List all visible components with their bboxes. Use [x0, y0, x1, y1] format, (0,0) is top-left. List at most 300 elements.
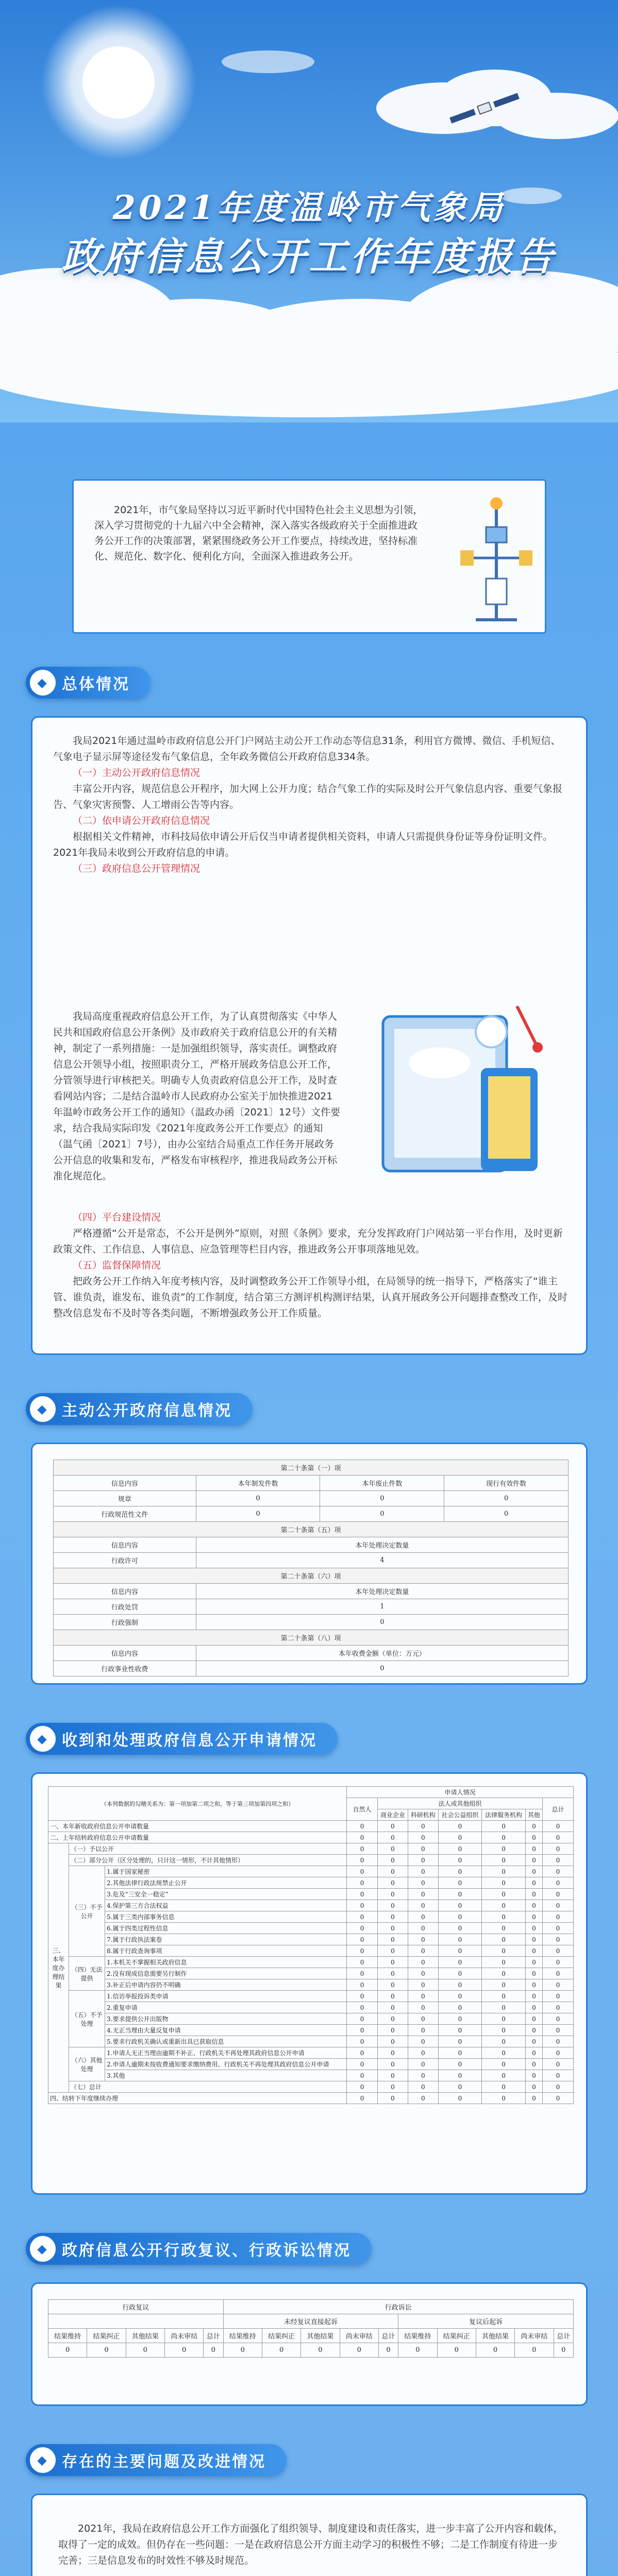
t2-cell: 0 — [543, 1877, 574, 1889]
overview-bottom — [53, 1210, 569, 1321]
t2-cell: 0 — [525, 1911, 542, 1923]
t2-cell: 0 — [347, 2070, 378, 2081]
t1-cell: 0 — [196, 1491, 320, 1506]
t2-cell: 0 — [482, 1957, 526, 1968]
t3-cell: 0 — [126, 2343, 164, 2358]
t2-side-group: （六）其他处理 — [69, 2047, 105, 2081]
t2-cell: 0 — [525, 2013, 542, 2025]
t2-cell: 0 — [438, 2025, 482, 2036]
t1-col: 信息内容 — [54, 1584, 196, 1599]
t2-row — [48, 2002, 574, 2013]
t2-row — [48, 1991, 574, 2002]
t2-cell: 0 — [543, 1991, 574, 2002]
t2-row — [48, 1843, 574, 1855]
t2-cell: 0 — [525, 2093, 542, 2104]
section-marker-icon: ◆ — [30, 2236, 56, 2262]
t2-cell: 0 — [378, 1889, 408, 1900]
t2-cell: 0 — [408, 1855, 438, 1866]
t2-group: 申请人情况 — [347, 1787, 574, 1798]
t2-cell: 0 — [408, 2070, 438, 2081]
t1-col: 本年制发件数 — [196, 1476, 320, 1491]
t2-cell: 0 — [438, 2093, 482, 2104]
t2-cell: 0 — [438, 2059, 482, 2070]
t2-cell: 0 — [378, 2013, 408, 2025]
t2-cell: 0 — [347, 1923, 378, 1934]
t2-row-label: （七）总计 — [69, 2081, 347, 2093]
t2-cell: 0 — [438, 1866, 482, 1877]
t2-cell: 0 — [438, 1991, 482, 2002]
t2-cell: 0 — [525, 1889, 542, 1900]
t2-row-label: 一、本年新收政府信息公开申请数量 — [48, 1821, 347, 1832]
t2-cell: 0 — [408, 1832, 438, 1843]
t1-col: 信息内容 — [54, 1646, 196, 1661]
t2-row-label: 3.其他 — [105, 2070, 347, 2081]
t3-col: 总计 — [554, 2329, 574, 2343]
t2-row — [48, 1855, 574, 1866]
t2-cell: 0 — [347, 2013, 378, 2025]
t2-cell: 0 — [438, 2013, 482, 2025]
t1-cell: 行政处罚 — [54, 1599, 196, 1615]
t2-row — [48, 1866, 574, 1877]
t3-col: 结果纠正 — [87, 2329, 126, 2343]
t2-cell: 0 — [408, 1911, 438, 1923]
t2-cell: 0 — [347, 2025, 378, 2036]
t2-cell: 0 — [378, 1991, 408, 2002]
t2-cell: 0 — [347, 2081, 378, 2093]
t2-row-label: 四、结转下年度继续办理 — [48, 2093, 347, 2104]
t2-cell: 0 — [438, 1877, 482, 1889]
t2-row — [48, 1900, 574, 1911]
t2-row-label: 1.本机关不掌握相关政府信息 — [105, 1957, 347, 1968]
t3-cell: 0 — [164, 2343, 203, 2358]
t2-cell: 0 — [408, 1957, 438, 1968]
t2-row-label: 1.属于国家秘密 — [105, 1866, 347, 1877]
t2-cell: 0 — [378, 1957, 408, 1968]
t2-cell: 0 — [438, 1934, 482, 1945]
t2-cell: 0 — [408, 2047, 438, 2059]
t2-cell: 0 — [543, 2081, 574, 2093]
t2-cell: 0 — [482, 1934, 526, 1945]
t2-cell: 0 — [378, 2081, 408, 2093]
t2-row — [48, 1945, 574, 1957]
t3-cell: 0 — [515, 2343, 554, 2358]
t2-cell: 0 — [525, 2036, 542, 2047]
overview-h5: （五）监督保障情况 — [73, 1260, 161, 1271]
t2-cell: 0 — [378, 2070, 408, 2081]
section-head-problems — [26, 2442, 287, 2478]
t3-col: 总计 — [204, 2329, 223, 2343]
review-box — [31, 2282, 588, 2406]
t2-cell: 0 — [347, 2002, 378, 2013]
t2-row-label: （一）予以公开 — [69, 1843, 347, 1855]
t2-cell: 0 — [482, 1945, 526, 1957]
t2-row — [48, 2047, 574, 2059]
overview-h2: （二）依申请公开政府信息情况 — [73, 815, 210, 826]
overview-h3: （三）政府信息公开管理情况 — [73, 863, 201, 874]
t2-cell: 0 — [378, 2025, 408, 2036]
t2-cell: 0 — [525, 1832, 542, 1843]
t2-cell: 0 — [543, 1968, 574, 1979]
problems-p1: 2021年，我局在政府信息公开工作方面强化了组织领导、制度建设和责任落实，进一步丰富了公开内容和载体，取得了一定的成效。但仍存在一些问题：一是在政府信息公开方面主动学习的积极性不够；二是工作制度有待进一步完善；三是信息发布的时效性不够及时规范。 — [58, 2523, 563, 2566]
t3-cell: 0 — [476, 2343, 514, 2358]
t1-cell: 规章 — [54, 1491, 196, 1506]
t2-cell: 0 — [347, 2093, 378, 2104]
t2-cell: 0 — [378, 1855, 408, 1866]
t2-cell: 0 — [438, 1900, 482, 1911]
t3-cell: 0 — [48, 2343, 87, 2358]
t2-cell: 0 — [378, 1843, 408, 1855]
t2-cell: 0 — [482, 1889, 526, 1900]
t2-cell: 0 — [408, 1843, 438, 1855]
overview-p5: 把政务公开工作纳入年度考核内容，及时调整政务公开工作领导小组，在局领导的统一指导下，严格落实了“谁主管、谁负责，谁发布、谁负责”的工作制度，结合第三方测评机构测评结果，认真开展政务公开问题排查整改工作，及时整改信息发布不及时等各类问题，不断增强政务公开工作质量。 — [53, 1276, 567, 1319]
section-title-review: 政府信息公开行政复议、行政诉讼情况 — [62, 2242, 351, 2260]
t2-cell: 0 — [408, 1900, 438, 1911]
t2-cell: 0 — [378, 1979, 408, 1991]
t2-cell: 0 — [543, 2002, 574, 2013]
t2-cell: 0 — [347, 2036, 378, 2047]
t2-cell: 0 — [543, 2047, 574, 2059]
t2-row-label: 2.没有现成信息需要另行制作 — [105, 1968, 347, 1979]
t2-cell: 0 — [378, 1923, 408, 1934]
overview-h1: （一）主动公开政府信息情况 — [73, 767, 201, 778]
t2-cell: 0 — [408, 2081, 438, 2093]
t2-cell: 0 — [525, 2002, 542, 2013]
t2-row-label: 6.属于四类过程性信息 — [105, 1923, 347, 1934]
t2-cell: 0 — [543, 2093, 574, 2104]
t2-cell: 0 — [525, 1866, 542, 1877]
t1-col: 本年处理决定数量 — [196, 1537, 568, 1553]
t2-cell: 0 — [543, 2036, 574, 2047]
t2-cell: 0 — [525, 1923, 542, 1934]
section-marker-icon: ◆ — [30, 1726, 56, 1752]
t2-cell: 0 — [543, 1911, 574, 1923]
t2-cell: 0 — [525, 1979, 542, 1991]
t2-cell: 0 — [525, 2070, 542, 2081]
t2-cell: 0 — [525, 2059, 542, 2070]
t2-cell: 0 — [347, 1821, 378, 1832]
t2-cell: 0 — [347, 1957, 378, 1968]
t1-cell: 4 — [196, 1553, 568, 1568]
t2-cell: 0 — [543, 1957, 574, 1968]
t2-cell: 0 — [438, 2047, 482, 2059]
t2-cell: 0 — [543, 1821, 574, 1832]
t2-row — [48, 2025, 574, 2036]
t2-cell: 0 — [378, 1832, 408, 1843]
t2-row-label: 1.信访举报投诉类申请 — [105, 1991, 347, 2002]
t1-col: 现行有效件数 — [444, 1476, 569, 1491]
t3-g2b: 复议后起诉 — [398, 2314, 574, 2329]
t2-cell: 0 — [525, 1855, 542, 1866]
t2-row — [48, 1832, 574, 1843]
t2-row — [48, 1934, 574, 1945]
t2-cell: 0 — [543, 1923, 574, 1934]
t2-cell: 0 — [525, 2081, 542, 2093]
t2-cell: 0 — [543, 1934, 574, 1945]
t2-cell: 0 — [482, 1979, 526, 1991]
t1-col: 本年处理决定数量 — [196, 1584, 568, 1599]
t2-cell: 0 — [438, 1945, 482, 1957]
t2-cell: 0 — [438, 1889, 482, 1900]
t2-cell: 0 — [378, 1900, 408, 1911]
t2-legal-col: 其他 — [525, 1809, 542, 1821]
t2-row — [48, 2013, 574, 2025]
section-title-overview: 总体情况 — [62, 675, 130, 693]
t2-cell: 0 — [408, 1889, 438, 1900]
document-tablet-icon — [362, 986, 558, 1192]
t2-cell: 0 — [482, 2070, 526, 2081]
requests-table — [48, 1786, 574, 2104]
t1-s2-head: 第二十条第（五）项 — [54, 1522, 569, 1537]
t3-g2a: 未经复议直接起诉 — [223, 2314, 398, 2329]
t2-cell: 0 — [347, 1979, 378, 1991]
t2-cell: 0 — [347, 1889, 378, 1900]
t2-cell: 0 — [438, 1843, 482, 1855]
t2-cell: 0 — [482, 1900, 526, 1911]
hero-banner — [0, 0, 618, 422]
section-title-requests: 收到和处理政府信息公开申请情况 — [62, 1732, 317, 1750]
section-head-overview — [26, 665, 151, 701]
t2-cell: 0 — [347, 1843, 378, 1855]
t2-cell: 0 — [438, 1832, 482, 1843]
t2-row — [48, 2070, 574, 2081]
t3-col: 结果纠正 — [437, 2329, 476, 2343]
t2-cell: 0 — [378, 2002, 408, 2013]
overview-mid — [53, 1009, 342, 1184]
section-head-requests — [26, 1721, 338, 1757]
t3-col: 结果纠正 — [262, 2329, 300, 2343]
t1-cell: 行政事业性收费 — [54, 1661, 196, 1676]
t2-row-label: 3.危及“三安全一稳定” — [105, 1889, 347, 1900]
t2-cell: 0 — [482, 1855, 526, 1866]
t2-row-label: 2.申请人逾期未按收费通知要求缴纳费用、行政机关不再处理其政府信息公开申请 — [105, 2059, 347, 2070]
proactive-table — [53, 1460, 569, 1676]
t2-row-label: 4.无正当理由大量反复申请 — [105, 2025, 347, 2036]
t2-cell: 0 — [543, 1945, 574, 1957]
t2-cell: 0 — [408, 1866, 438, 1877]
t2-cell: 0 — [378, 1911, 408, 1923]
t2-cell: 0 — [438, 2081, 482, 2093]
t2-cell: 0 — [438, 1979, 482, 1991]
t3-cell: 0 — [398, 2343, 437, 2358]
t2-row-label: 5.属于三类内部事务信息 — [105, 1911, 347, 1923]
t2-cell: 0 — [408, 1979, 438, 1991]
t2-cell: 0 — [482, 2093, 526, 2104]
t2-row — [48, 1923, 574, 1934]
t2-cell: 0 — [408, 1877, 438, 1889]
t2-cell: 0 — [347, 1968, 378, 1979]
t2-cell: 0 — [408, 2059, 438, 2070]
section-marker-icon: ◆ — [30, 670, 56, 696]
t3-blank — [48, 2314, 224, 2329]
t2-row-label: 3.补正后申请内容仍不明确 — [105, 1979, 347, 1991]
t3-cell: 0 — [87, 2343, 126, 2358]
intro-card — [72, 479, 546, 634]
t2-cell: 0 — [482, 1991, 526, 2002]
t2-cell: 0 — [408, 2093, 438, 2104]
section-head-review — [26, 2231, 372, 2267]
t3-cell: 0 — [437, 2343, 476, 2358]
t2-cell: 0 — [482, 2059, 526, 2070]
t2-cell: 0 — [525, 1821, 542, 1832]
t2-side-group: （三）不予公开 — [69, 1866, 105, 1957]
t2-row-label: 4.保护第三方合法权益 — [105, 1900, 347, 1911]
report-title-line1: 2021年度温岭市气象局 — [112, 189, 506, 227]
proactive-box — [31, 1443, 588, 1685]
t2-cell: 0 — [408, 1991, 438, 2002]
t3-col: 结果维持 — [398, 2329, 437, 2343]
t2-cell: 0 — [525, 2025, 542, 2036]
t2-cell: 0 — [543, 1979, 574, 1991]
t3-cell: 0 — [340, 2343, 378, 2358]
overview-p3: 我局高度重视政府信息公开工作，为了认真贯彻落实《中华人民共和国政府信息公开条例》及市政府关于政府信息公开的有关精神，制定了一系列措施：一是加强组织领导，落实责任。调整政府信息公开领导小组，按照职责分工，严格开展政务信息公开工作，分管领导进行审核把关。明确专人负责政府信息公开工作，及时查看网站内容；二是结合温岭市人民政府办公室关于加快推进2021年温岭市政务公开工作的通知》（温政办函〔2021〕12号）文件要求，结合我局实际印发《2021年度政务公开工作要点》的通知（温气函〔2021〕7号），由办公室结合局重点工作任务开展政务公开信息的收集和发布，严格发布审核程序，推进我局政务公开标准化规范化。 — [53, 1011, 341, 1182]
section-title-problems: 存在的主要问题及改进情况 — [62, 2453, 266, 2471]
t3-cell: 0 — [223, 2343, 262, 2358]
t1-cell: 1 — [196, 1599, 568, 1615]
t2-cell: 0 — [482, 2047, 526, 2059]
t2-cell: 0 — [408, 1934, 438, 1945]
overview-p2: 根据相关文件精神，市科技局依申请公开后仅当申请者提供相关资料，申请人只需提供身份证等身份证明文件。2021年我局未收到公开政府信息的申请。 — [53, 831, 553, 858]
t2-cell: 0 — [525, 2047, 542, 2059]
t2-cell: 0 — [543, 1866, 574, 1877]
t2-cell: 0 — [408, 2013, 438, 2025]
t1-s3-head: 第二十条第（六）项 — [54, 1568, 569, 1584]
review-table — [48, 2299, 574, 2358]
t3-col: 总计 — [378, 2329, 398, 2343]
t2-legal: 法人或其他组织 — [378, 1798, 543, 1809]
t1-cell: 行政规范性文件 — [54, 1506, 196, 1522]
t2-cell: 0 — [347, 2047, 378, 2059]
t1-cell: 0 — [196, 1615, 568, 1630]
t2-cell: 0 — [347, 1832, 378, 1843]
t2-total: 总计 — [543, 1798, 574, 1821]
t2-row — [48, 2036, 574, 2047]
t2-row — [48, 2059, 574, 2070]
t2-cell: 0 — [378, 2093, 408, 2104]
t2-legal-col: 法律服务机构 — [482, 1809, 526, 1821]
t2-cell: 0 — [543, 2013, 574, 2025]
t2-cell: 0 — [482, 1911, 526, 1923]
t2-cell: 0 — [408, 2002, 438, 2013]
t3-col: 尚未审结 — [515, 2329, 554, 2343]
t2-cell: 0 — [378, 1877, 408, 1889]
t2-cell: 0 — [378, 1821, 408, 1832]
t2-cell: 0 — [543, 2059, 574, 2070]
t2-cell: 0 — [378, 2059, 408, 2070]
t2-cell: 0 — [347, 1991, 378, 2002]
requests-box — [31, 1772, 588, 2195]
t2-cell: 0 — [378, 1945, 408, 1957]
t1-cell: 0 — [320, 1491, 444, 1506]
t2-row-label: 2.其他法律行政法规禁止公开 — [105, 1877, 347, 1889]
t3-col: 其他结果 — [126, 2329, 164, 2343]
t2-side-third: 三、本年度办理结果 — [48, 1843, 69, 2093]
t2-cell: 0 — [347, 1911, 378, 1923]
t3-cell: 0 — [378, 2343, 398, 2358]
t2-cell: 0 — [482, 2013, 526, 2025]
t2-cell: 0 — [347, 1855, 378, 1866]
t2-cell: 0 — [378, 1866, 408, 1877]
t2-row-label: 7.属于行政执法案卷 — [105, 1934, 347, 1945]
section-marker-icon: ◆ — [30, 1396, 56, 1422]
t2-side-group: （五）不予处理 — [69, 1991, 105, 2047]
t2-cell: 0 — [347, 2059, 378, 2070]
t2-natural: 自然人 — [347, 1798, 378, 1821]
t3-col: 其他结果 — [301, 2329, 340, 2343]
t2-row-label: 3.要求提供公开出版物 — [105, 2013, 347, 2025]
t2-cell: 0 — [482, 1832, 526, 1843]
t2-row-label: 5.要求行政机关确认或重新出具已获取信息 — [105, 2036, 347, 2047]
t2-cell: 0 — [438, 1911, 482, 1923]
weather-station-icon — [455, 491, 538, 625]
t2-cell: 0 — [525, 1957, 542, 1968]
t3-col: 其他结果 — [476, 2329, 514, 2343]
t2-corner: （本列数据的勾稽关系为：第一项加第二项之和，等于第三项加第四项之和） — [48, 1787, 347, 1821]
t3-cell: 0 — [301, 2343, 340, 2358]
problems-top — [58, 2521, 563, 2569]
t2-cell: 0 — [347, 1945, 378, 1957]
t2-cell: 0 — [482, 2025, 526, 2036]
t2-cell: 0 — [543, 1889, 574, 1900]
t3-cell: 0 — [554, 2343, 574, 2358]
t1-cell: 0 — [196, 1506, 320, 1522]
t2-cell: 0 — [438, 2002, 482, 2013]
t2-row-label: （二）部分公开（区分处理的，只计这一情形，不计其他情形） — [69, 1855, 347, 1866]
t2-cell: 0 — [543, 1900, 574, 1911]
t2-cell: 0 — [525, 1877, 542, 1889]
t2-cell: 0 — [347, 1877, 378, 1889]
t1-cell: 0 — [444, 1506, 569, 1522]
t2-legal-col: 科研机构 — [408, 1809, 438, 1821]
t2-cell: 0 — [378, 2047, 408, 2059]
t3-g1: 行政复议 — [48, 2300, 224, 2314]
t2-cell: 0 — [525, 1945, 542, 1957]
t2-cell: 0 — [438, 1968, 482, 1979]
section-title-proactive: 主动公开政府信息情况 — [62, 1402, 232, 1420]
t2-cell: 0 — [543, 1843, 574, 1855]
overview-box — [31, 716, 588, 1355]
t2-cell: 0 — [543, 2025, 574, 2036]
t3-col: 尚未审结 — [340, 2329, 378, 2343]
t2-cell: 0 — [378, 2036, 408, 2047]
t2-cell: 0 — [543, 2070, 574, 2081]
t2-cell: 0 — [408, 1968, 438, 1979]
t1-cell: 行政许可 — [54, 1553, 196, 1568]
t2-cell: 0 — [408, 2025, 438, 2036]
t2-cell: 0 — [482, 2002, 526, 2013]
t2-cell: 0 — [438, 1821, 482, 1832]
overview-intro — [53, 733, 569, 877]
t2-cell: 0 — [525, 1843, 542, 1855]
t2-row-label: 8.属于行政查询事项 — [105, 1945, 347, 1957]
t2-row — [48, 1889, 574, 1900]
t2-cell: 0 — [482, 1843, 526, 1855]
t2-cell: 0 — [438, 1957, 482, 1968]
report-title-line2: 政府信息公开工作年度报告 — [61, 235, 557, 279]
t2-cell: 0 — [482, 1968, 526, 1979]
overview-p1: 丰富公开内容，规范信息公开程序，加大网上公开力度；结合气象工作的实际及时公开气象信息内容、重要气象报告、气象灾害预警、人工增雨公告等内容。 — [53, 783, 563, 810]
t2-cell: 0 — [378, 1968, 408, 1979]
t2-cell: 0 — [525, 1991, 542, 2002]
t2-cell: 0 — [408, 2036, 438, 2047]
overview-h4: （四）平台建设情况 — [73, 1212, 161, 1223]
t2-cell: 0 — [482, 1877, 526, 1889]
t2-cell: 0 — [347, 1900, 378, 1911]
t2-cell: 0 — [438, 2036, 482, 2047]
t2-cell: 0 — [482, 1821, 526, 1832]
t1-s4-head: 第二十条第（八）项 — [54, 1630, 569, 1646]
t2-cell: 0 — [482, 2081, 526, 2093]
t2-cell: 0 — [525, 1900, 542, 1911]
